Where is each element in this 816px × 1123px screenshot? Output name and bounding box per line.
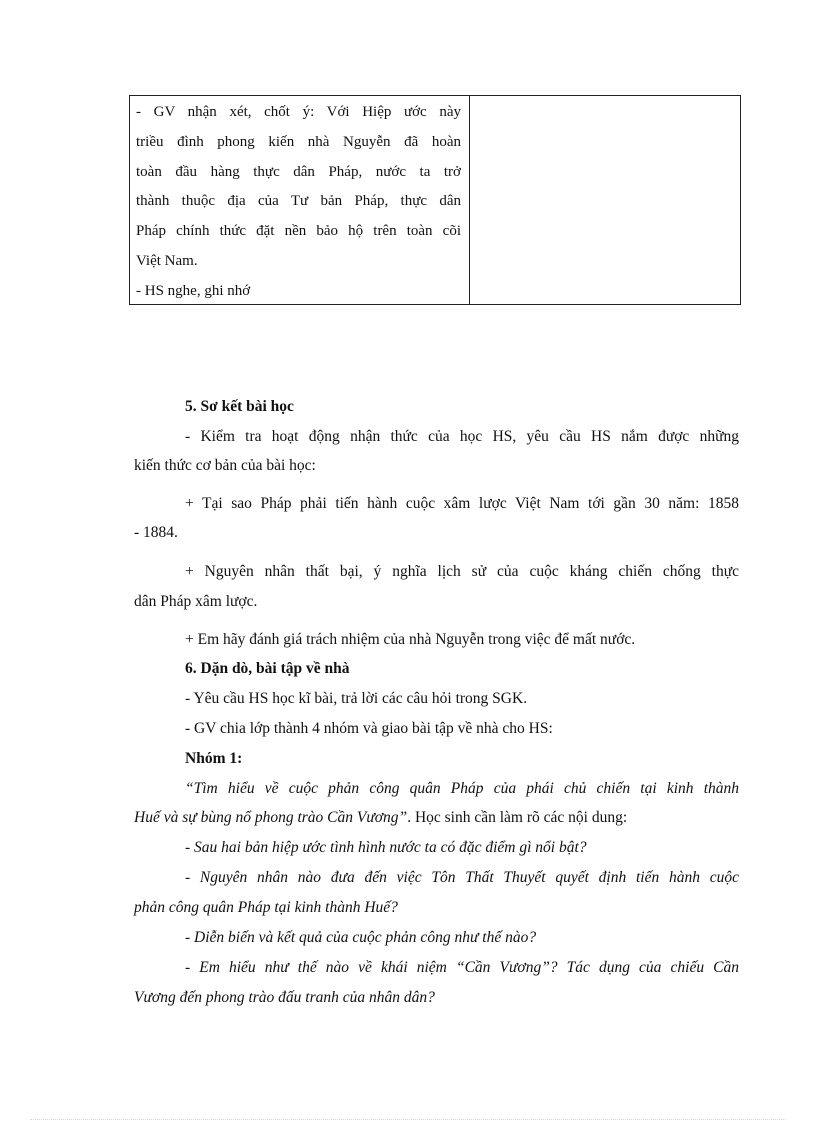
section-5-heading: 5. Sơ kết bài học xyxy=(185,398,294,415)
paragraph-line: + Nguyên nhân thất bại, ý nghĩa lịch sử của cuộc kháng chiến chống thực xyxy=(185,563,739,580)
paragraph-line: - Em hiểu như thế nào về khái niệm “Cần Vương”? Tác dụng của chiếu Cần xyxy=(185,959,739,976)
table-line: - HS nghe, ghi nhớ xyxy=(136,282,251,299)
paragraph-line: - 1884. xyxy=(134,524,178,541)
paragraph-line: + Tại sao Pháp phải tiến hành cuộc xâm lược Việt Nam tới gần 30 năm: 1858 xyxy=(185,495,739,512)
footer-divider xyxy=(30,1119,786,1120)
table-line: triều đình phong kiến nhà Nguyễn đã hoàn xyxy=(136,133,461,150)
paragraph-line: dân Pháp xâm lược. xyxy=(134,593,258,610)
table-line: thành thuộc địa của Tư bản Pháp, thực dân xyxy=(136,193,461,210)
paragraph-line: “Tìm hiểu về cuộc phản công quân Pháp của phái chủ chiến tại kinh thành xyxy=(185,780,739,797)
topic-plain-part: . Học sinh cần làm rõ các nội dung: xyxy=(407,809,628,826)
paragraph-line: kiến thức cơ bản của bài học: xyxy=(134,457,316,474)
paragraph-line: - Nguyên nhân nào đưa đến việc Tôn Thất Thuyết quyết định tiến hành cuộc xyxy=(185,869,739,886)
paragraph-line: phản công quân Pháp tại kinh thành Huế? xyxy=(134,899,398,916)
activity-table xyxy=(129,95,741,305)
table-cell-left xyxy=(130,96,470,304)
table-line: - GV nhận xét, chốt ý: Với Hiệp ước này xyxy=(136,104,461,120)
table-line: toàn đầu hàng thực dân Pháp, nước ta trở xyxy=(136,163,461,180)
paragraph-line: - Sau hai bản hiệp ước tình hình nước ta có đặc điểm gì nổi bật? xyxy=(185,839,587,856)
section-6-heading: 6. Dặn dò, bài tập về nhà xyxy=(185,660,350,677)
topic-italic-part: Huế và sự bùng nổ phong trào Cần Vương” xyxy=(134,809,408,826)
table-line: Việt Nam. xyxy=(136,252,198,269)
paragraph-line: - Kiểm tra hoạt động nhận thức của học HS, yêu cầu HS nắm được những xyxy=(185,428,739,445)
paragraph-line xyxy=(134,808,627,828)
paragraph-line: Vương đến phong trào đấu tranh của nhân dân? xyxy=(134,989,435,1006)
paragraph-line: - GV chia lớp thành 4 nhóm và giao bài tập về nhà cho HS: xyxy=(185,720,553,737)
table-line: Pháp chính thức đặt nền bảo hộ trên toàn cõi xyxy=(136,223,461,240)
paragraph-line: - Diễn biến và kết quả của cuộc phản công như thế nào? xyxy=(185,929,537,946)
paragraph-line: - Yêu cầu HS học kĩ bài, trả lời các câu hỏi trong SGK. xyxy=(185,690,528,707)
table-cell-right xyxy=(470,96,740,304)
paragraph-line: + Em hãy đánh giá trách nhiệm của nhà Nguyễn trong việc để mất nước. xyxy=(185,631,636,648)
group-label: Nhóm 1: xyxy=(185,750,243,767)
